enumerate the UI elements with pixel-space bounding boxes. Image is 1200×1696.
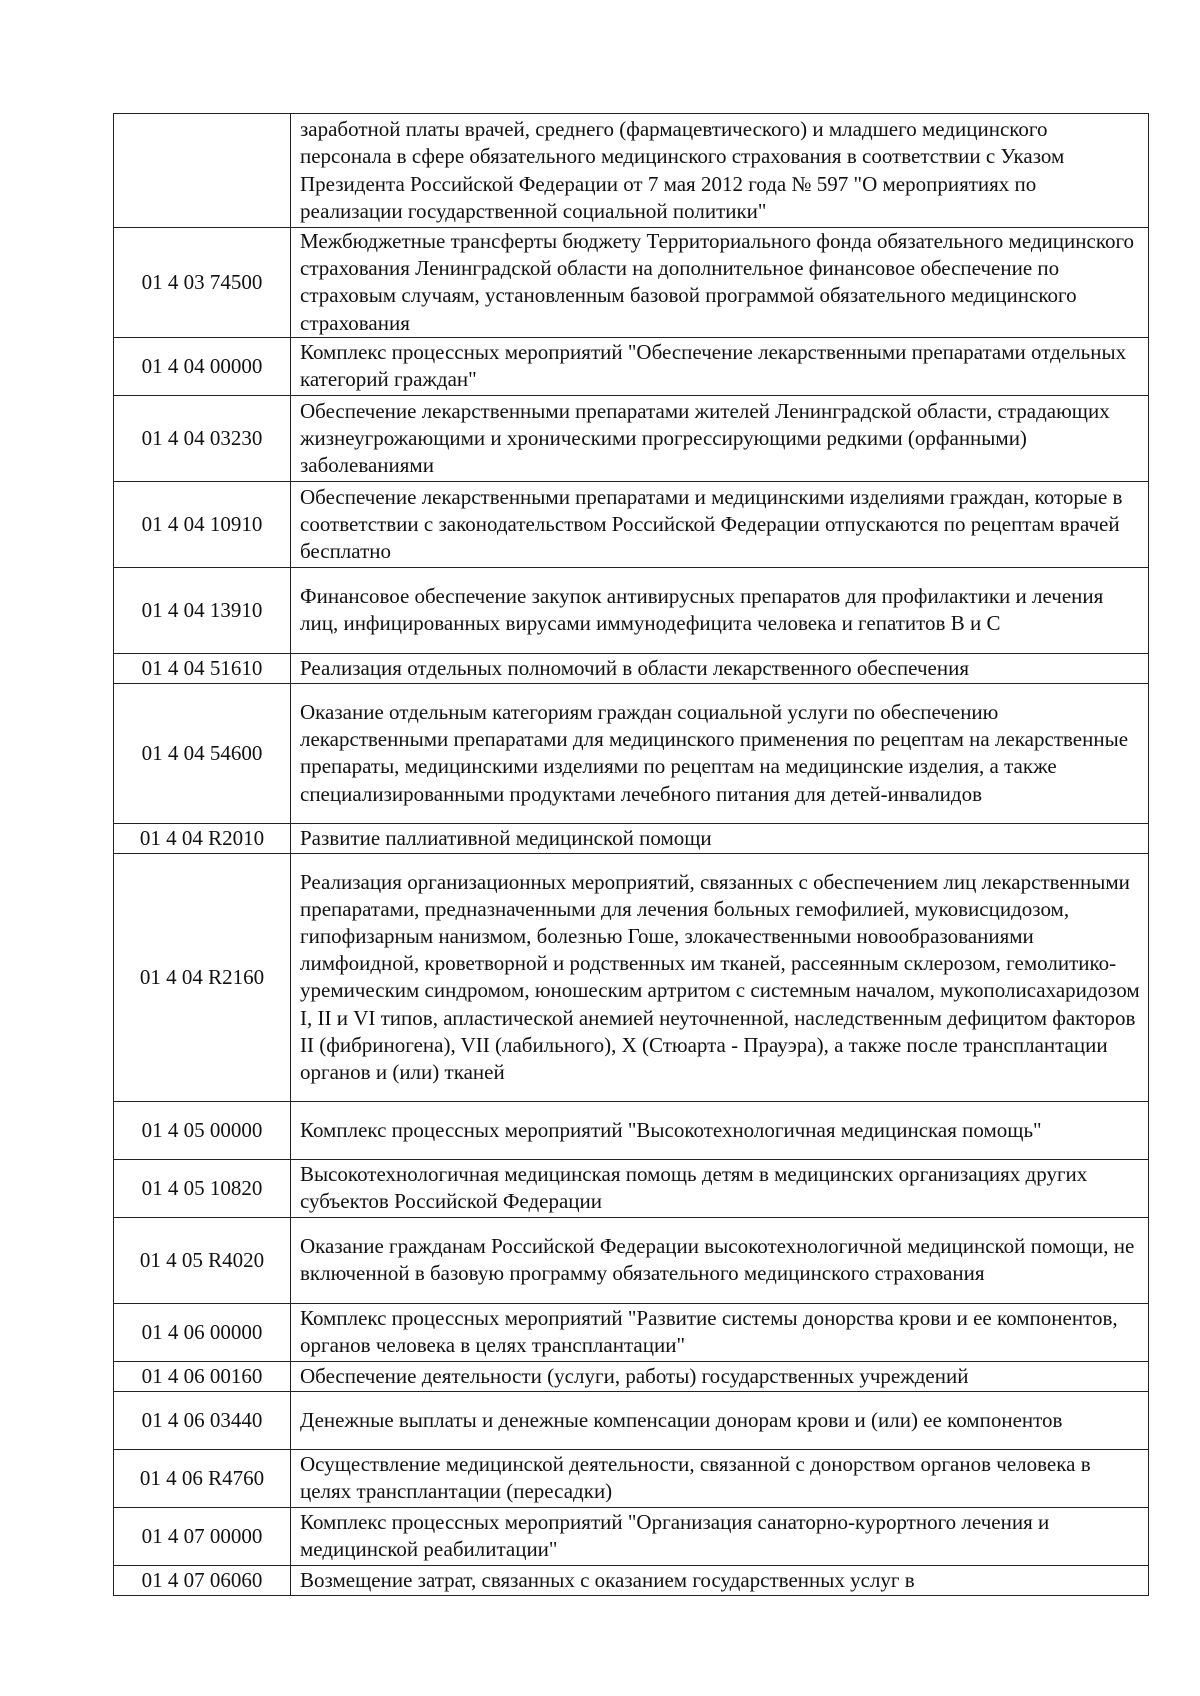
table-body [114, 114, 1149, 1596]
table-row [114, 1159, 1149, 1217]
description-cell: Оказание гражданам Российской Федерации высокотехнологичной медицинской помощи, не включенной в базовую программу обязательного медицинского страхования [291, 1217, 1149, 1303]
code-cell: 01 4 05 R4020 [114, 1217, 291, 1303]
description-cell: Возмещение затрат, связанных с оказанием государственных услуг в [291, 1565, 1149, 1595]
budget-classification-table [113, 113, 1149, 1596]
description-cell: Осуществление медицинской деятельности, связанной с донорством органов человека в целях трансплантации (пересадки) [291, 1449, 1149, 1507]
description-cell: Денежные выплаты и денежные компенсации донорам крови и (или) ее компонентов [291, 1391, 1149, 1449]
table-row [114, 395, 1149, 481]
table-row [114, 683, 1149, 823]
code-cell: 01 4 05 10820 [114, 1159, 291, 1217]
table-row [114, 853, 1149, 1101]
description-cell: Обеспечение лекарственными препаратами жителей Ленинградской области, страдающих жизнеугрожающими и хроническими прогрессирующими редкими (орфанными) заболеваниями [291, 395, 1149, 481]
code-cell: 01 4 07 06060 [114, 1565, 291, 1595]
code-cell: 01 4 04 00000 [114, 337, 291, 395]
table-row [114, 567, 1149, 653]
description-cell: Комплекс процессных мероприятий "Организация санаторно-курортного лечения и медицинской реабилитации" [291, 1507, 1149, 1565]
description-cell: Развитие паллиативной медицинской помощи [291, 823, 1149, 853]
description-cell: Высокотехнологичная медицинская помощь детям в медицинских организациях других субъектов Российской Федерации [291, 1159, 1149, 1217]
description-cell: Реализация организационных мероприятий, связанных с обеспечением лиц лекарственными препаратами, предназначенными для лечения больных гемофилией, муковисцидозом, гипофизарным нанизмом, болезнью Гоше, злокачественными новообразованиями лимфоидной, кроветворной и родственных им тканей, рассеянным склерозом, гемолитико-уремическим синдромом, юношеским артритом с системным началом, мукополисахаридозом I, II и VI типов, апластической анемией неуточненной, наследственным дефицитом факторов II (фибриногена), VII (лабильного), X (Стюарта - Прауэра), а также после трансплантации органов и (или) тканей [291, 853, 1149, 1101]
code-cell: 01 4 04 R2160 [114, 853, 291, 1101]
table-row [114, 114, 1149, 228]
description-cell: заработной платы врачей, среднего (фармацевтического) и младшего медицинского персонала в сфере обязательного медицинского страхования в соответствии с Указом Президента Российской Федерации от 7 мая 2012 года № 597 "О мероприятиях по реализации государственной социальной политики" [291, 114, 1149, 228]
code-cell: 01 4 04 54600 [114, 683, 291, 823]
table-row [114, 1101, 1149, 1159]
table-row [114, 481, 1149, 567]
code-cell: 01 4 04 R2010 [114, 823, 291, 853]
table-row [114, 1507, 1149, 1565]
table-row [114, 1391, 1149, 1449]
table-row [114, 823, 1149, 853]
code-cell: 01 4 05 00000 [114, 1101, 291, 1159]
table-row [114, 1361, 1149, 1391]
table-row [114, 228, 1149, 338]
code-cell: 01 4 07 00000 [114, 1507, 291, 1565]
table-row [114, 1303, 1149, 1361]
description-cell: Комплекс процессных мероприятий "Развитие системы донорства крови и ее компонентов, органов человека в целях трансплантации" [291, 1303, 1149, 1361]
description-cell: Финансовое обеспечение закупок антивирусных препаратов для профилактики и лечения лиц, инфицированных вирусами иммунодефицита человека и гепатитов В и С [291, 567, 1149, 653]
table-row [114, 337, 1149, 395]
description-cell: Комплекс процессных мероприятий "Обеспечение лекарственными препаратами отдельных категорий граждан" [291, 337, 1149, 395]
code-cell: 01 4 06 R4760 [114, 1449, 291, 1507]
table-row [114, 1217, 1149, 1303]
code-cell: 01 4 06 00000 [114, 1303, 291, 1361]
code-cell: 01 4 06 00160 [114, 1361, 291, 1391]
code-cell: 01 4 06 03440 [114, 1391, 291, 1449]
table-row [114, 1565, 1149, 1595]
code-cell: 01 4 03 74500 [114, 228, 291, 338]
code-cell: 01 4 04 13910 [114, 567, 291, 653]
table-row [114, 1449, 1149, 1507]
description-cell: Оказание отдельным категориям граждан социальной услуги по обеспечению лекарственными препаратами для медицинского применения по рецептам на лекарственные препараты, медицинскими изделиями по рецептам на медицинские изделия, а также специализированными продуктами лечебного питания для детей-инвалидов [291, 683, 1149, 823]
description-cell: Обеспечение лекарственными препаратами и медицинскими изделиями граждан, которые в соответствии с законодательством Российской Федерации отпускаются по рецептам врачей бесплатно [291, 481, 1149, 567]
table-row [114, 653, 1149, 683]
description-cell: Обеспечение деятельности (услуги, работы) государственных учреждений [291, 1361, 1149, 1391]
description-cell: Межбюджетные трансферты бюджету Территориального фонда обязательного медицинского страхования Ленинградской области на дополнительное финансовое обеспечение по страховым случаям, установленным базовой программой обязательного медицинского страхования [291, 228, 1149, 338]
description-cell: Комплекс процессных мероприятий "Высокотехнологичная медицинская помощь" [291, 1101, 1149, 1159]
code-cell: 01 4 04 10910 [114, 481, 291, 567]
code-cell: 01 4 04 51610 [114, 653, 291, 683]
code-cell [114, 114, 291, 228]
description-cell: Реализация отдельных полномочий в области лекарственного обеспечения [291, 653, 1149, 683]
code-cell: 01 4 04 03230 [114, 395, 291, 481]
